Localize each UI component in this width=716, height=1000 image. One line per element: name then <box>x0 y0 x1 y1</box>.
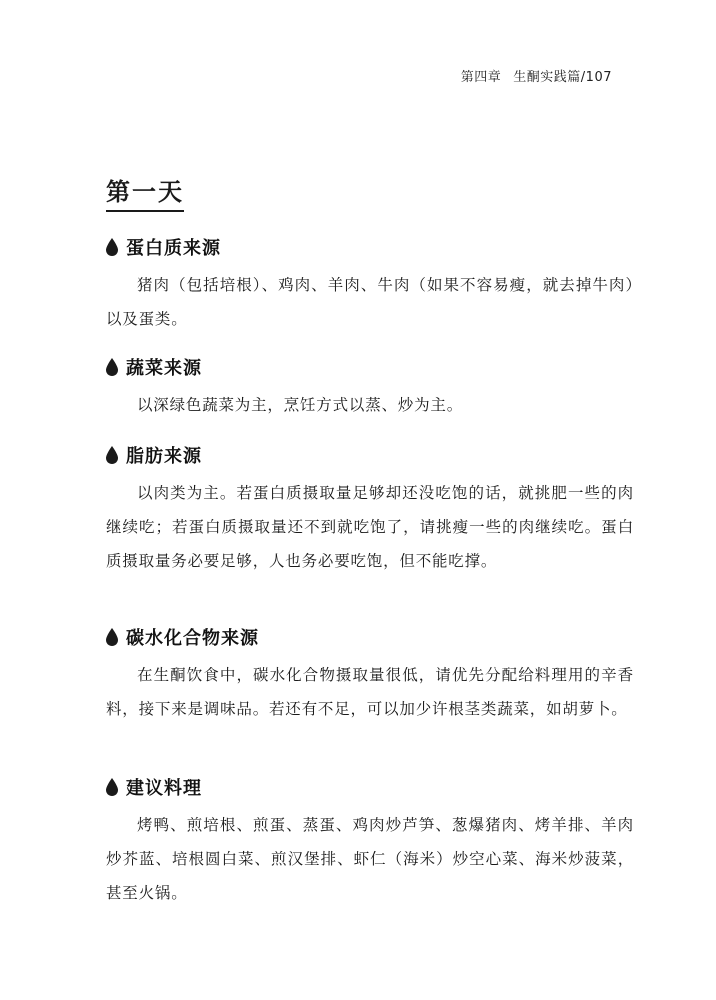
water-drop-icon <box>106 628 118 646</box>
section-body: 烤鸭、煎培根、煎蛋、蒸蛋、鸡肉炒芦笋、葱爆猪肉、烤羊排、羊肉炒芥蓝、培根圆白菜、煎汉堡排、虾仁（海米）炒空心菜、海米炒菠菜，甚至火锅。 <box>106 816 634 902</box>
water-drop-icon <box>106 358 118 376</box>
section-body: 以深绿色蔬菜为主，烹饪方式以蒸、炒为主。 <box>137 396 464 414</box>
day-title: 第一天 <box>106 172 184 212</box>
section-fat <box>106 442 634 578</box>
section-carbohydrate <box>106 624 634 726</box>
section-body: 以肉类为主。若蛋白质摄取量足够却还没吃饱的话，就挑肥一些的肉继续吃；若蛋白质摄取量还不到就吃饱了，请挑瘦一些的肉继续吃。蛋白质摄取量务必要足够，人也务必要吃饱，但不能吃撑。 <box>106 484 634 570</box>
section-body: 在生酮饮食中，碳水化合物摄取量很低，请优先分配给料理用的辛香料，接下来是调味品。若还有不足，可以加少许根茎类蔬菜，如胡萝卜。 <box>106 666 634 718</box>
section-title: 蛋白质来源 <box>126 238 221 259</box>
section-vegetables <box>106 354 634 422</box>
water-drop-icon <box>106 778 118 796</box>
section-label: 生酮实践篇 <box>513 70 581 85</box>
chapter-label: 第四章 <box>460 70 502 85</box>
section-recommended-dishes <box>106 774 634 910</box>
section-title: 建议料理 <box>126 778 202 799</box>
section-title: 蔬菜来源 <box>126 358 202 379</box>
section-protein <box>106 234 634 336</box>
section-title: 脂肪来源 <box>126 446 202 467</box>
running-header <box>461 66 612 85</box>
water-drop-icon <box>106 238 118 256</box>
water-drop-icon <box>106 446 118 464</box>
section-body: 猪肉（包括培根）、鸡肉、羊肉、牛肉（如果不容易瘦，就去掉牛肉）以及蛋类。 <box>106 276 634 328</box>
section-title: 碳水化合物来源 <box>126 628 259 649</box>
page-number: /107 <box>580 70 612 85</box>
